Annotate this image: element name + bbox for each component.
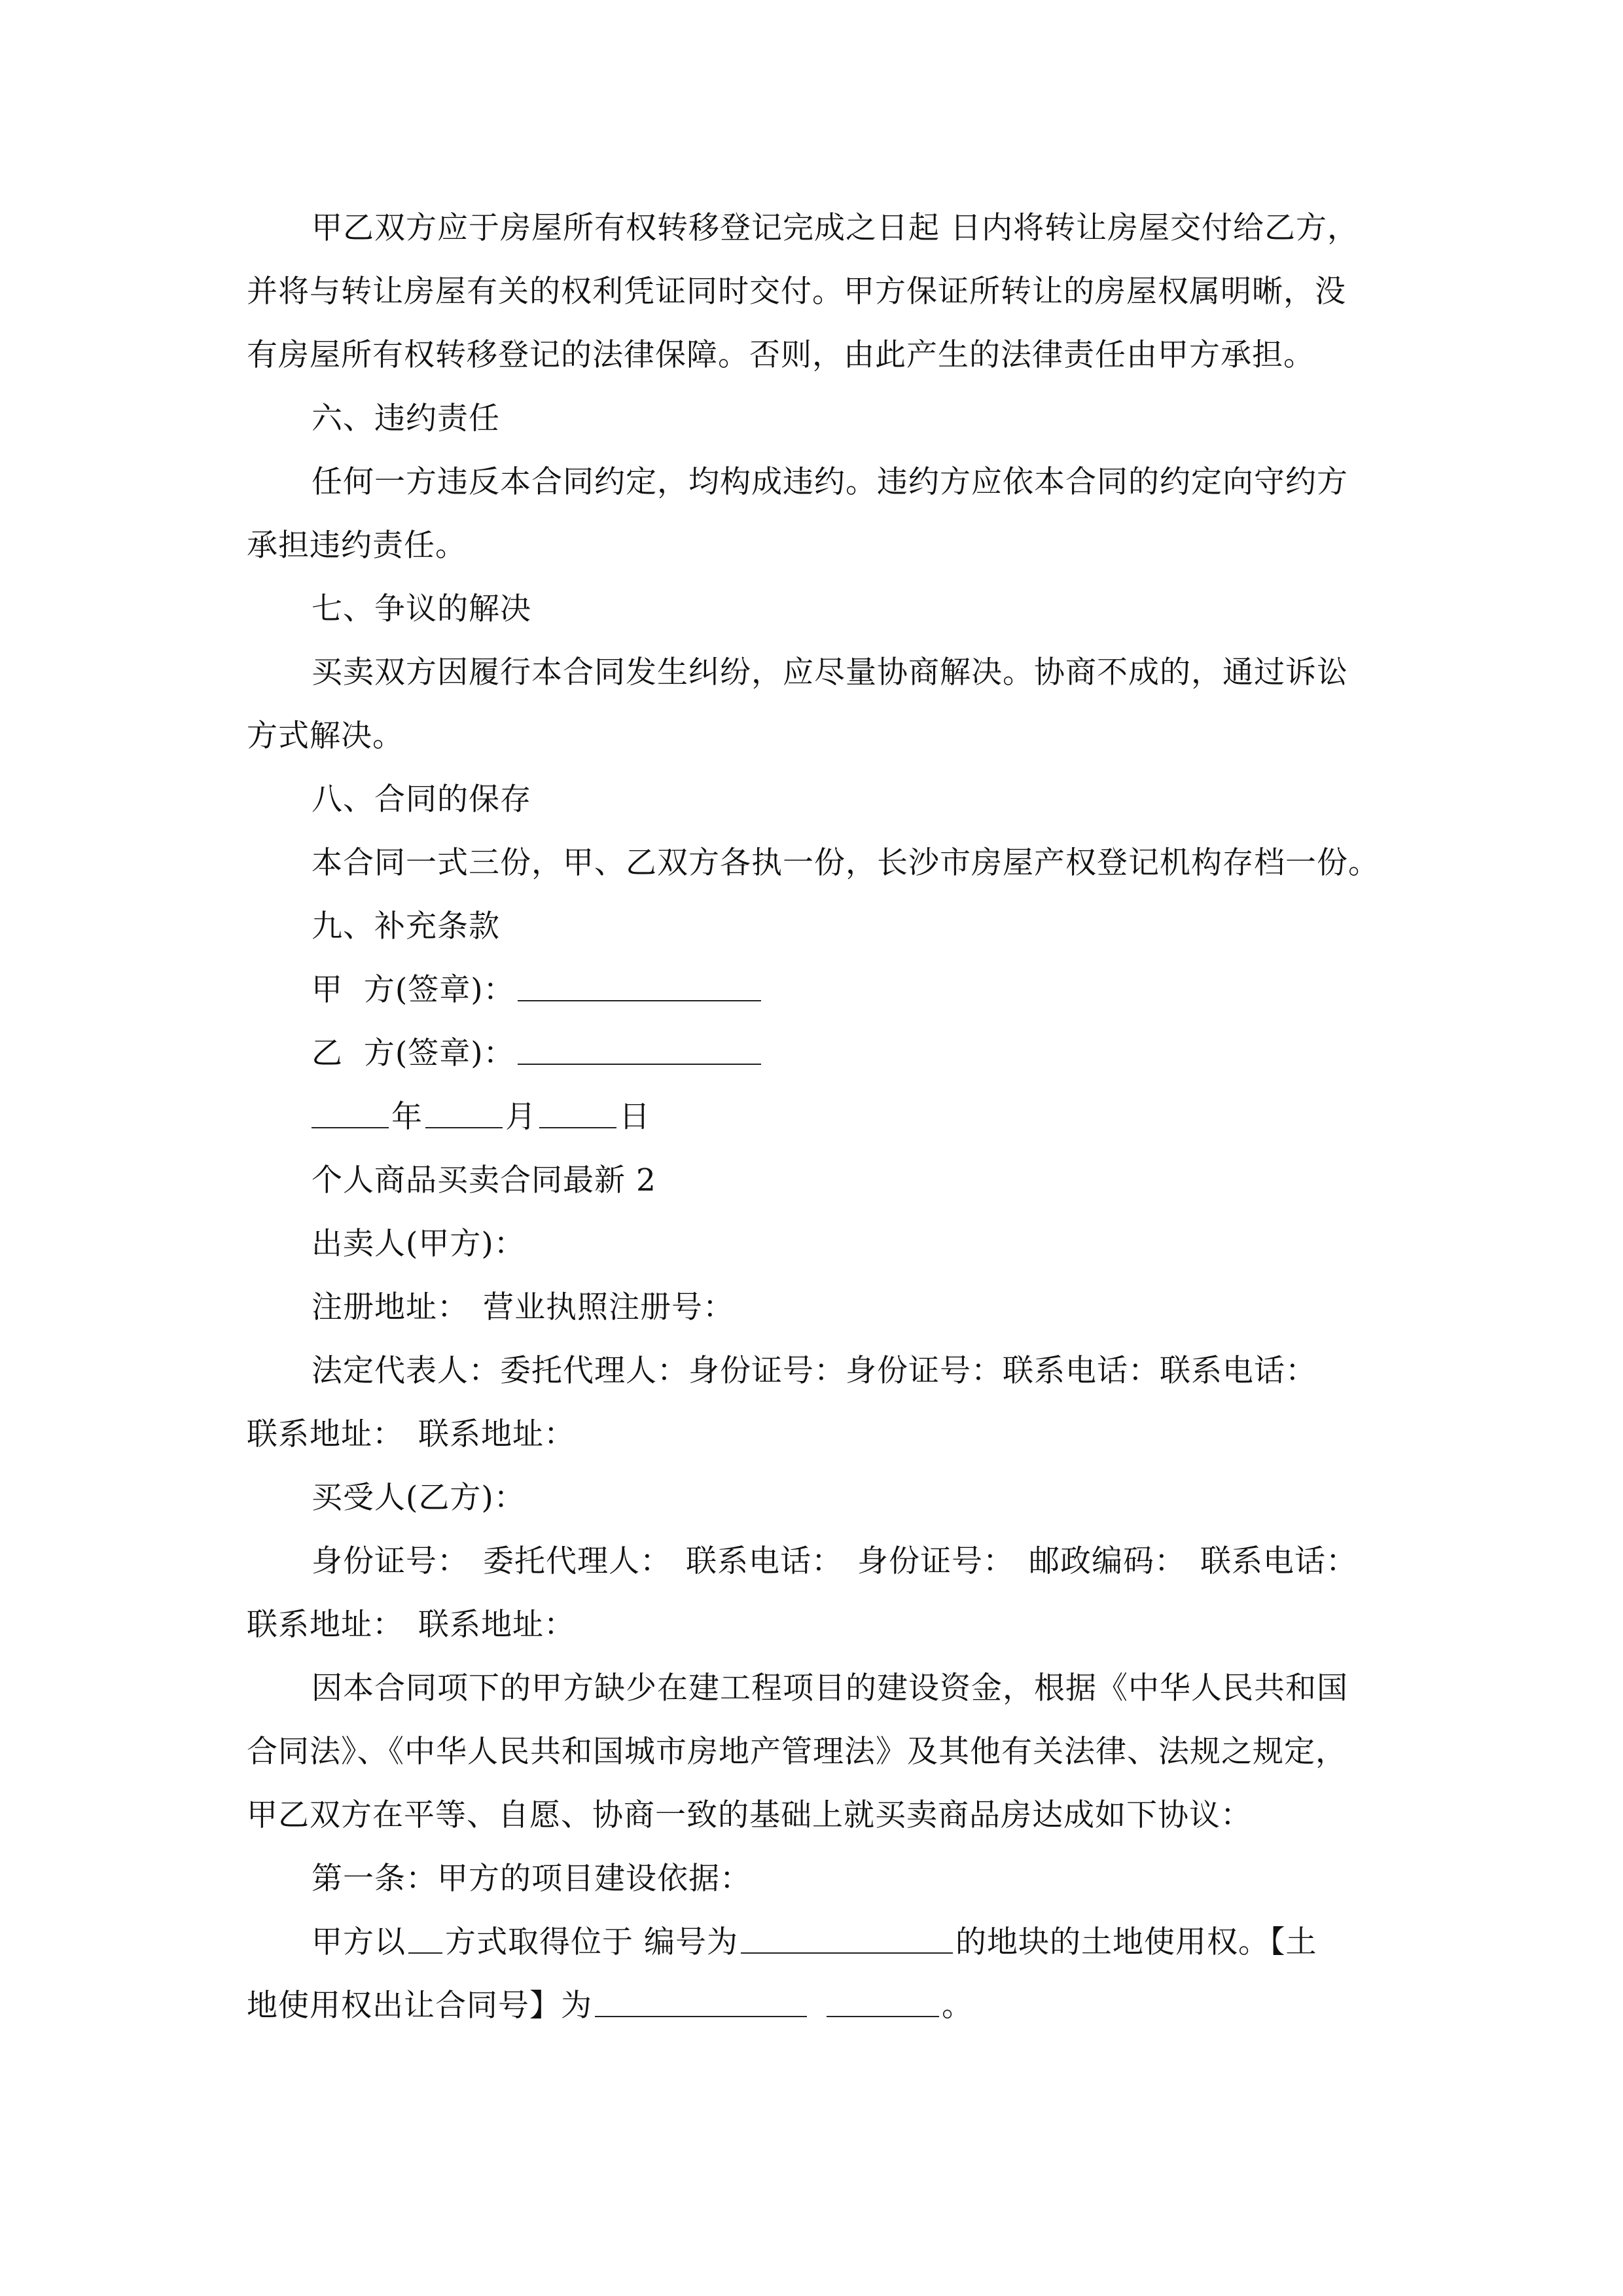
article-1-line2 (247, 1974, 1381, 2037)
article-1-line1 (247, 1910, 1381, 1974)
article-1-heading: 第一条：甲方的项目建设依据： (312, 1861, 751, 1897)
year-blank (312, 1126, 389, 1128)
date-month-label: 月 (505, 1099, 537, 1135)
contract-body (247, 196, 1381, 2037)
agent-label: 委托代理人： (483, 1543, 671, 1579)
section-heading-supplement: 九、补充条款 (312, 908, 500, 944)
paragraph-breach-line1: 任何一方违反本合同约定，均构成违约。违约方应依本合同的约定向守约方 (312, 464, 1348, 500)
seller-contact-line1 (247, 1339, 1381, 1403)
day-blank (539, 1126, 616, 1128)
id-number-label: 身份证号： (688, 1353, 846, 1389)
month-blank (425, 1126, 503, 1128)
method-blank (408, 1952, 442, 1954)
paragraph-intro-line1: 因本合同项下的甲方缺少在建工程项目的建设资金，根据《中华人民共和国 (312, 1670, 1348, 1706)
phone-label: 联系电话： (686, 1543, 843, 1579)
paragraph-intro-line2: 合同法》、《中华人民共和国城市房地产管理法》及其他有关法律、法规之规定， (247, 1734, 1347, 1770)
phone-label: 联系电话： (1200, 1543, 1357, 1579)
agent-label: 委托代理人： (500, 1353, 688, 1389)
section-heading-breach: 六、违约责任 (312, 401, 500, 437)
paragraph-dispute-line1: 买卖双方因履行本合同发生纠纷，应尽量协商解决。协商不成的，通过诉讼 (312, 655, 1348, 691)
signature-line-party-a (247, 958, 1381, 1022)
contact-address-label: 联系地址： (247, 1607, 404, 1643)
date-day-label: 日 (619, 1099, 651, 1135)
paragraph-delivery-line2: 并将与转让房屋有关的权利凭证同时交付。甲方保证所转让的房屋权属明晰，没 (247, 274, 1346, 310)
parcel-number-blank (741, 1952, 953, 1954)
business-license-label: 营业执照注册号： (483, 1289, 734, 1325)
article-1-text-c: 的地块的土地使用权。【土 (955, 1924, 1317, 1960)
section-heading-storage: 八、合同的保存 (312, 781, 531, 817)
signature-blank-party-a (518, 999, 761, 1001)
id-number-label: 身份证号： (312, 1543, 469, 1579)
signature-label-party-a: 甲 方(签章)： (312, 972, 515, 1008)
article-1-text-d: 地使用权出让合同号】为 (247, 1988, 592, 2024)
date-year-label: 年 (391, 1099, 423, 1135)
signature-line-party-b (247, 1022, 1381, 1085)
paragraph-delivery-line1: 甲乙双方应于房屋所有权转移登记完成之日起 日内将转让房屋交付给乙方， (312, 210, 1359, 246)
signature-label-party-b: 乙 方(签章)： (312, 1035, 515, 1071)
signature-blank-party-b (518, 1063, 761, 1065)
paragraph-breach-line2: 承担违约责任。 (247, 528, 467, 564)
contract-number-blank (595, 2015, 807, 2017)
article-1-text-b: 方式取得位于 编号为 (445, 1924, 738, 1960)
buyer-heading: 买受人(乙方)： (312, 1480, 526, 1516)
legal-rep-label: 法定代表人： (312, 1353, 500, 1389)
postcode-label: 邮政编码： (1029, 1543, 1186, 1579)
paragraph-delivery-line3: 有房屋所有权转移登记的法律保障。否则，由此产生的法律责任由甲方承担。 (247, 337, 1315, 373)
section-heading-dispute: 七、争议的解决 (312, 591, 531, 627)
id-number-label: 身份证号： (846, 1353, 1003, 1389)
seller-contact-line2 (247, 1403, 1381, 1466)
article-1-text-e: 。 (942, 1988, 973, 2024)
contact-address-label: 联系地址： (418, 1416, 575, 1452)
seller-heading: 出卖人(甲方)： (312, 1226, 526, 1262)
buyer-contact-line2 (247, 1593, 1381, 1657)
paragraph-intro-line3: 甲乙双方在平等、自愿、协商一致的基础上就买卖商品房达成如下协议： (247, 1797, 1252, 1833)
paragraph-storage: 本合同一式三份，甲、乙双方各执一份，长沙市房屋产权登记机构存档一份。 (312, 845, 1380, 881)
contact-address-label: 联系地址： (247, 1416, 404, 1452)
contract-number-blank-2 (827, 2015, 939, 2017)
phone-label: 联系电话： (1003, 1353, 1160, 1389)
registered-address-label: 注册地址： (312, 1289, 469, 1325)
paragraph-dispute-line2: 方式解决。 (247, 718, 404, 754)
phone-label: 联系电话： (1160, 1353, 1317, 1389)
article-1-text-a: 甲方以 (312, 1924, 406, 1960)
contract-title-2: 个人商品买卖合同最新 2 (312, 1162, 656, 1198)
date-line (247, 1085, 1381, 1149)
contact-address-label: 联系地址： (418, 1607, 575, 1643)
buyer-contact-line1 (247, 1530, 1381, 1593)
seller-registration-line (247, 1276, 1381, 1339)
id-number-label: 身份证号： (857, 1543, 1014, 1579)
